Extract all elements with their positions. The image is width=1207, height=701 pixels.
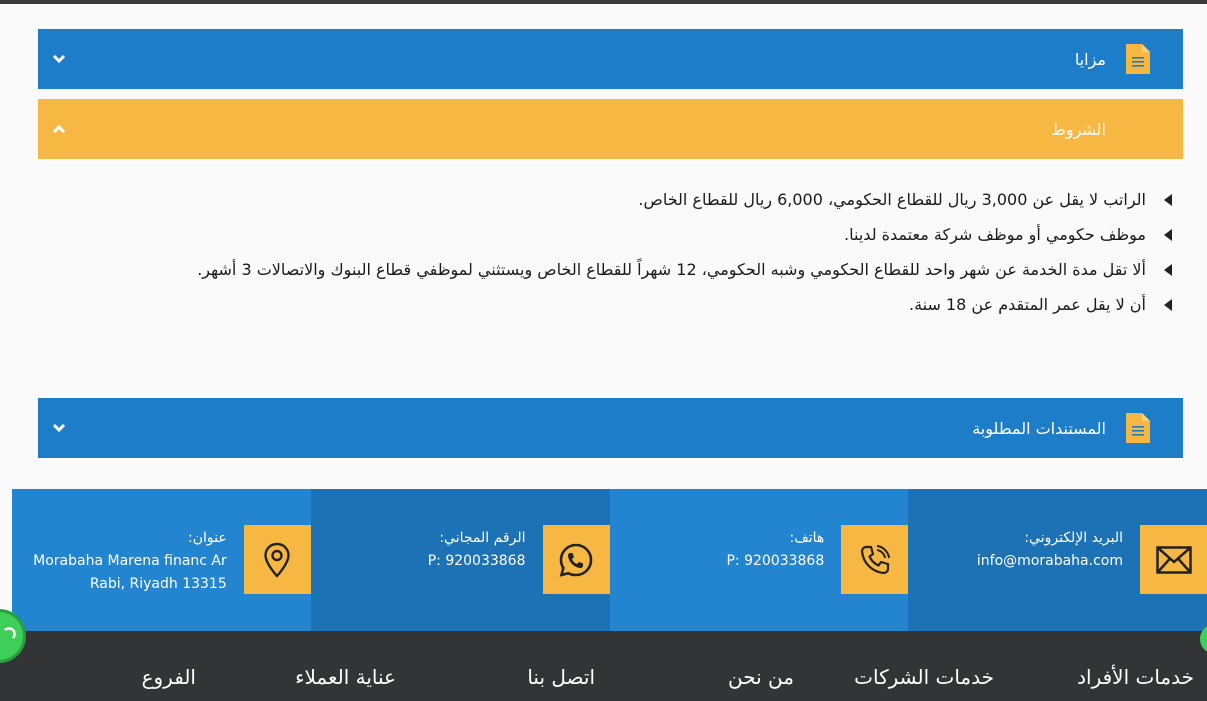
contact-address-text <box>33 527 227 596</box>
list-item: أن لا يقل عمر المتقدم عن 18 سنة. <box>80 291 1174 318</box>
caret-right-icon <box>1164 194 1172 206</box>
contact-toll-free-value[interactable]: P: 920033868 <box>427 553 526 569</box>
chevron-up-icon[interactable] <box>52 122 66 136</box>
envelope-icon <box>1140 525 1207 594</box>
contact-address-line1: Morabaha Marena financ Ar <box>33 553 227 569</box>
contact-toll-free <box>311 489 610 631</box>
contact-toll-free-text <box>428 527 526 573</box>
contact-email-text <box>977 527 1123 573</box>
contact-bar <box>12 489 1207 631</box>
contact-address-label: عنوان: <box>188 530 227 546</box>
list-item: ألا تقل مدة الخدمة عن شهر واحد للقطاع الحكومي وشبه الحكومي، 12 شهراً للقطاع الخاص ويستثني لموظفي قطاع البنوك والاتصالات 3 أشهر. <box>80 256 1174 283</box>
contact-phone-value[interactable]: P: 920033868 <box>726 553 825 569</box>
contact-address <box>12 489 311 631</box>
list-item: الراتب لا يقل عن 3,000 ريال للقطاع الحكومي، 6,000 ريال للقطاع الخاص. <box>80 186 1174 213</box>
list-item: موظف حكومي أو موظف شركة معتمدة لدينا. <box>80 221 1174 248</box>
contact-phone <box>610 489 909 631</box>
caret-right-icon <box>1164 229 1172 241</box>
footer-link-about[interactable]: من نحن <box>728 665 794 689</box>
contact-phone-text <box>726 527 824 573</box>
accordion-conditions[interactable] <box>38 99 1183 159</box>
phone-icon <box>841 525 908 594</box>
contact-email-value[interactable]: info@morabaha.com <box>976 553 1123 569</box>
accordion-advantages-title: مزايا <box>1074 49 1106 69</box>
footer-link-contact[interactable]: اتصل بنا <box>527 665 595 689</box>
whatsapp-icon <box>543 525 610 594</box>
conditions-list <box>80 186 1174 326</box>
contact-toll-free-label: الرقم المجاني: <box>439 530 526 546</box>
document-icon <box>1126 413 1150 443</box>
top-border <box>0 0 1207 4</box>
accordion-advantages[interactable] <box>38 29 1183 89</box>
accordion-conditions-title: الشروط <box>1051 119 1106 139</box>
footer-link-individuals[interactable]: خدمات الأفراد <box>1077 665 1194 689</box>
footer-link-customer-care[interactable]: عناية العملاء <box>295 665 396 689</box>
contact-email <box>908 489 1207 631</box>
map-pin-icon <box>244 525 311 594</box>
document-icon <box>1126 44 1150 74</box>
contact-address-line2: Rabi, Riyadh 13315 <box>89 576 227 592</box>
chevron-down-icon[interactable] <box>52 421 66 435</box>
chevron-down-icon[interactable] <box>52 52 66 66</box>
contact-email-label: البريد الإلكتروني: <box>1024 530 1123 546</box>
caret-right-icon <box>1164 264 1172 276</box>
footer-link-corporate[interactable]: خدمات الشركات <box>854 665 994 689</box>
contact-phone-label: هاتف: <box>789 530 825 546</box>
whatsapp-icon <box>1 626 19 646</box>
accordion-documents-title: المستندات المطلوبة <box>972 418 1106 438</box>
footer-nav <box>0 631 1207 701</box>
caret-right-icon <box>1164 299 1172 311</box>
footer-link-branches[interactable]: الفروع <box>141 665 196 689</box>
accordion-documents[interactable] <box>38 398 1183 458</box>
